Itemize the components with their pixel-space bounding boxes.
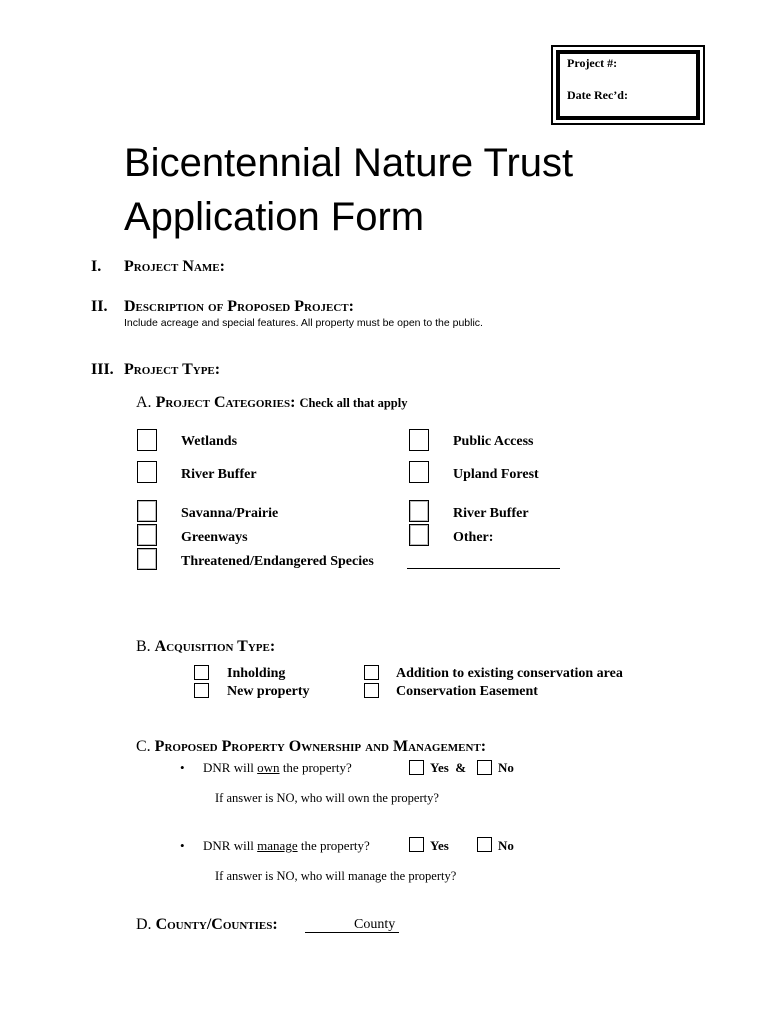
manage-question-pre: DNR will xyxy=(203,838,258,853)
own-question-pre: DNR will xyxy=(203,760,258,775)
other-specify-line[interactable] xyxy=(407,568,560,569)
categories-letter: A. xyxy=(136,394,152,411)
own-no-label: No xyxy=(498,760,514,775)
manage-no-label: No xyxy=(498,838,514,853)
project-description-label: Description of Proposed Project: xyxy=(124,298,354,315)
checkbox-threatened-species[interactable] xyxy=(137,548,157,570)
county-title: County/Counties: xyxy=(155,916,278,933)
project-number-label: Project #: xyxy=(567,56,618,70)
label-river-buffer-left: River Buffer xyxy=(181,467,257,482)
checkbox-river-buffer-right[interactable] xyxy=(409,500,429,522)
project-type-label: Project Type: xyxy=(124,361,221,378)
label-greenways: Greenways xyxy=(181,530,248,545)
checkbox-own-yes[interactable] xyxy=(409,760,424,775)
manage-question xyxy=(203,838,370,854)
categories-instruction: Check all that apply xyxy=(299,396,408,410)
checkbox-savanna-prairie[interactable] xyxy=(137,500,157,522)
label-river-buffer-right: River Buffer xyxy=(453,506,529,521)
own-question-key: own xyxy=(257,760,280,775)
checkbox-greenways[interactable] xyxy=(137,524,157,546)
section-1-number: I. xyxy=(91,258,102,275)
acquisition-type-heading xyxy=(136,638,275,656)
own-bullet: • xyxy=(180,760,185,775)
checkbox-public-access[interactable] xyxy=(409,429,429,451)
categories-title: Project Categories: xyxy=(155,394,296,411)
county-letter: D. xyxy=(136,916,152,933)
form-title-line1: Bicentennial Nature Trust xyxy=(124,141,574,185)
checkbox-conservation-easement[interactable] xyxy=(364,683,379,698)
form-title-line2: Application Form xyxy=(124,195,425,239)
date-received-label: Date Rec’d: xyxy=(567,88,628,102)
checkbox-wetlands[interactable] xyxy=(137,429,157,451)
own-question-post: the property? xyxy=(279,760,352,775)
checkbox-upland-forest[interactable] xyxy=(409,461,429,483)
project-name-label: Project Name: xyxy=(124,258,225,275)
label-wetlands: Wetlands xyxy=(181,434,238,449)
label-upland-forest: Upland Forest xyxy=(453,467,539,482)
acquisition-title: Acquisition Type: xyxy=(154,638,276,655)
label-savanna-prairie: Savanna/Prairie xyxy=(181,506,279,521)
manage-question-post: the property? xyxy=(297,838,370,853)
section-2-number: II. xyxy=(91,298,108,315)
checkbox-own-no[interactable] xyxy=(477,760,492,775)
manage-bullet: • xyxy=(180,838,185,853)
project-categories-heading xyxy=(136,394,407,412)
acquisition-letter: B. xyxy=(136,638,151,655)
section-3-number: III. xyxy=(91,361,114,378)
checkbox-manage-yes[interactable] xyxy=(409,837,424,852)
project-description-note: Include acreage and special features. All property must be open to the public. xyxy=(124,317,483,329)
checkbox-new-property[interactable] xyxy=(194,683,209,698)
ownership-letter: C. xyxy=(136,738,151,755)
label-threatened-species: Threatened/Endangered Species xyxy=(181,554,374,569)
county-value[interactable]: County xyxy=(354,917,396,932)
manage-followup: If answer is NO, who will manage the property? xyxy=(215,869,457,883)
checkbox-river-buffer-left[interactable] xyxy=(137,461,157,483)
label-addition-existing: Addition to existing conservation area xyxy=(396,666,623,681)
county-heading xyxy=(136,916,278,934)
label-inholding: Inholding xyxy=(227,666,286,681)
ownership-heading xyxy=(136,738,486,756)
ownership-title: Proposed Property Ownership and Management: xyxy=(154,738,487,755)
checkbox-other[interactable] xyxy=(409,524,429,546)
label-other: Other: xyxy=(453,530,494,545)
label-conservation-easement: Conservation Easement xyxy=(396,684,538,699)
own-followup: If answer is NO, who will own the property? xyxy=(215,791,439,805)
checkbox-manage-no[interactable] xyxy=(477,837,492,852)
own-yes-label: Yes & xyxy=(430,760,467,775)
checkbox-addition-existing[interactable] xyxy=(364,665,379,680)
manage-question-key: manage xyxy=(257,838,298,853)
label-new-property: New property xyxy=(227,684,310,699)
checkbox-inholding[interactable] xyxy=(194,665,209,680)
own-question xyxy=(203,760,352,776)
manage-yes-label: Yes xyxy=(430,838,449,853)
label-public-access: Public Access xyxy=(453,434,534,449)
